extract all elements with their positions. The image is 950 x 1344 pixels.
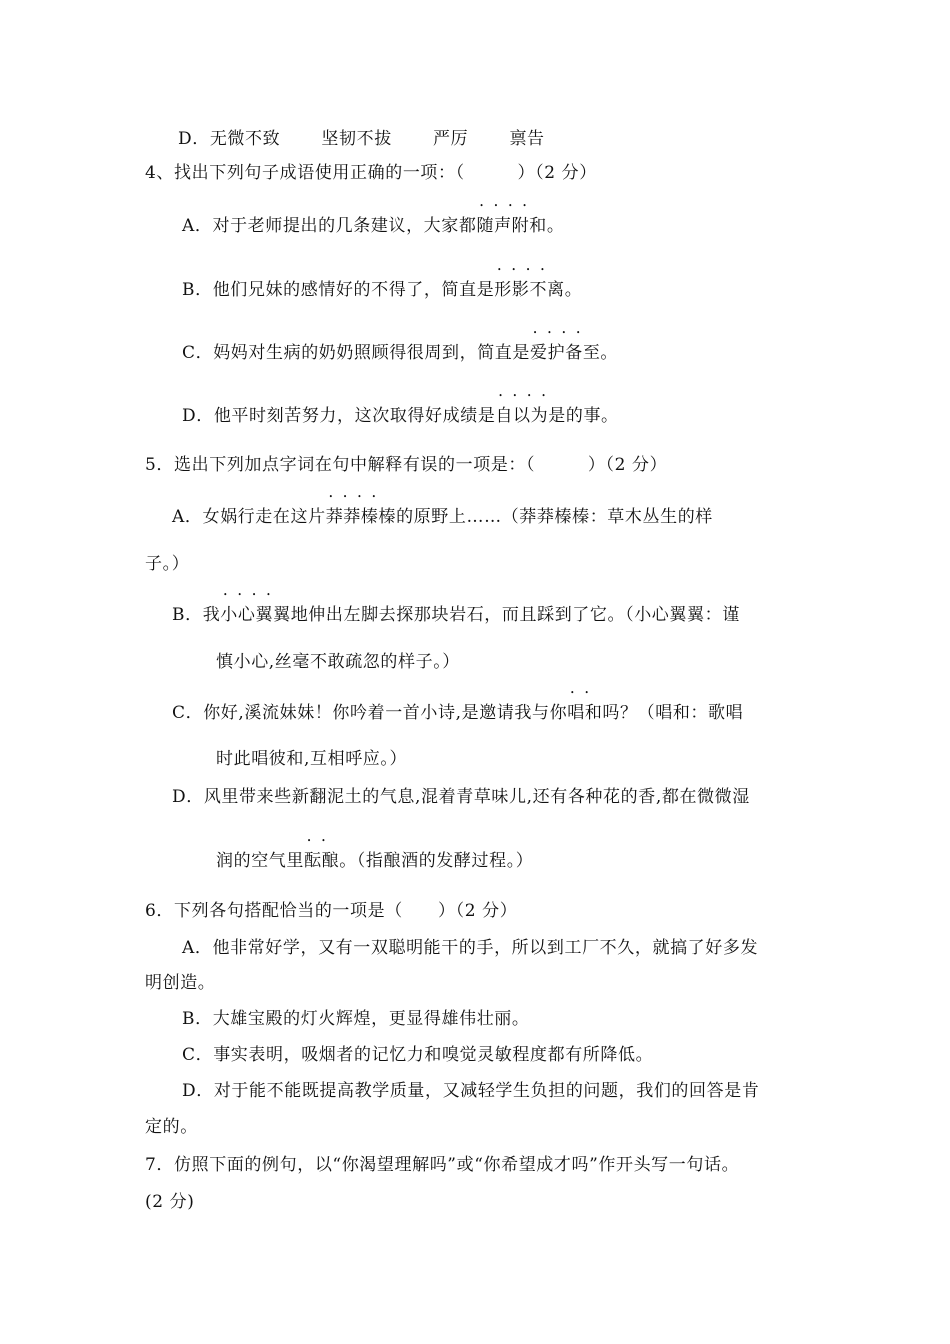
- emphasis-phrase: 形影不离 • • • •: [494, 280, 564, 300]
- emphasis-phrase: 莽莽榛榛 • • • •: [326, 507, 396, 527]
- q7-stem: 7．仿照下面的例句，以“你渴望理解吗”或“你希望成才吗”作开头写一句话。: [145, 1155, 740, 1175]
- q6-option-c: C．事实表明，吸烟者的记忆力和嗅觉灵敏程度都有所降低。: [182, 1045, 654, 1065]
- emphasis-phrase: 酝酿 • •: [304, 851, 339, 871]
- emphasis-phrase: 爱护备至 • • • •: [530, 343, 600, 363]
- q4-option-a: A．对于老师提出的几条建议，大家都随声附和 • • • •。: [182, 214, 565, 238]
- q6-stem: 6．下列各句搭配恰当的一项是（ ）（2 分）: [145, 901, 518, 921]
- q5-option-b-cont: 慎小心,丝毫不敢疏忽的样子。）: [216, 652, 460, 672]
- q6-option-d-cont: 定的。: [145, 1117, 198, 1137]
- q4-stem: 4、找出下列句子成语使用正确的一项：（ ）（2 分）: [145, 163, 597, 183]
- q5-option-d: D．风里带来些新翻泥土的气息,混着青草味儿,还有各种花的香,都在微微湿: [172, 787, 750, 807]
- q6-option-b: B．大雄宝殿的灯火辉煌，更显得雄伟壮丽。: [182, 1009, 530, 1029]
- q6-option-a-cont: 明创造。: [145, 973, 216, 993]
- q7-score: (2 分): [145, 1192, 195, 1212]
- q5-option-c: C．你好,溪流妹妹！你吟着一首小诗,是邀请我与你唱和 • •吗？（唱和：歌唱: [172, 701, 743, 725]
- q4-option-d: D．他平时刻苦努力，这次取得好成绩是自以为是 • • • •的事。: [182, 404, 619, 428]
- emphasis-phrase: 随声附和 • • • •: [476, 216, 546, 236]
- q4-option-c: C．妈妈对生病的奶奶照顾得很周到，简直是爱护备至 • • • •。: [182, 341, 618, 365]
- q6-option-a: A．他非常好学，又有一双聪明能干的手，所以到工厂不久，就搞了好多发: [182, 938, 759, 958]
- emphasis-phrase: 唱和 • •: [567, 703, 602, 723]
- q5-stem: 5．选出下列加点字词在句中解释有误的一项是：（ ）（2 分）: [145, 455, 668, 475]
- q3-option-d: D．无微不致 坚韧不拔 严厉 禀告: [178, 129, 545, 149]
- q5-option-a-cont: 子。）: [145, 554, 190, 574]
- q4-option-b: B．他们兄妹的感情好的不得了，简直是形影不离 • • • •。: [182, 278, 582, 302]
- q5-option-d-cont: 润的空气里酝酿 • •。（指酿酒的发酵过程。）: [216, 849, 533, 873]
- emphasis-phrase: 小心翼翼 • • • •: [220, 605, 290, 625]
- q5-option-b: B．我小心翼翼 • • • •地伸出左脚去探那块岩石，而且踩到了它。（小心翼翼：谨: [172, 603, 740, 627]
- q5-option-c-cont: 时此唱彼和,互相呼应。）: [216, 749, 408, 769]
- q6-option-d: D．对于能不能既提高教学质量，又减轻学生负担的问题，我们的回答是肯: [182, 1081, 760, 1101]
- emphasis-phrase: 自以为是 • • • •: [495, 406, 565, 426]
- q5-option-a: A．女娲行走在这片莽莽榛榛 • • • •的原野上……（莽莽榛榛：草木丛生的样: [172, 505, 713, 529]
